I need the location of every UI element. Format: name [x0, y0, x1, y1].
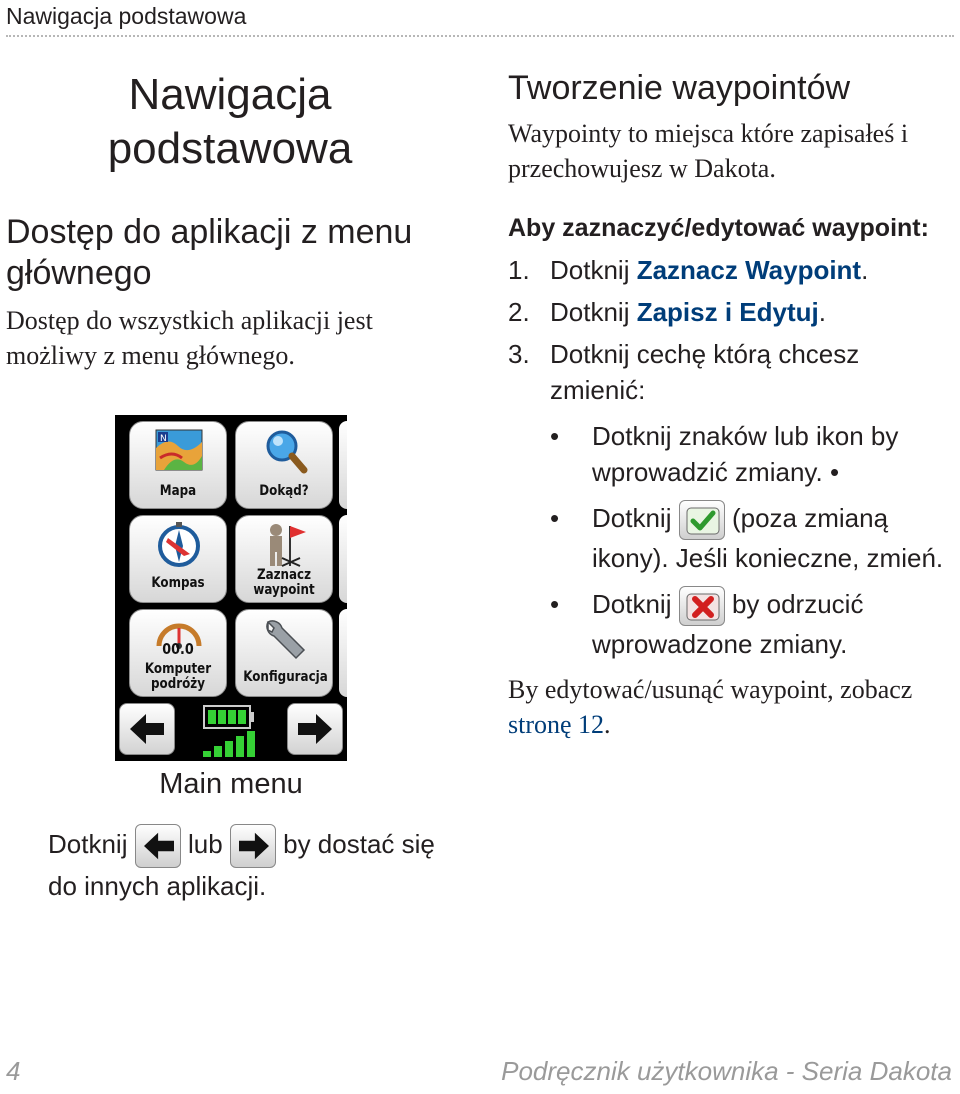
tile-label: Mapa [159, 483, 197, 499]
nav-instruction [48, 824, 468, 904]
tile-strip [339, 609, 347, 697]
wrench-icon [260, 616, 310, 662]
step-item: 3. Dotknij cechę którą chcesz zmienić: [508, 339, 860, 405]
step-item: 1. Dotknij Zaznacz Waypoint. [508, 255, 869, 285]
inline-confirm-button [679, 500, 725, 540]
signal-bars-icon [201, 731, 259, 757]
right-arrow-icon [296, 712, 334, 746]
tile-label: Zaznacz [256, 567, 312, 583]
trip-readout: 00.0 [162, 640, 194, 658]
ui-term: Zaznacz Waypoint [636, 255, 862, 285]
running-header: Nawigacja podstawowa [6, 3, 247, 29]
inline-cancel-button [679, 586, 725, 626]
tile-kompas [129, 515, 227, 603]
section-body-main-menu: Dostęp do wszystkich aplikacji jest możliwy z menu głównego. [6, 306, 373, 370]
svg-text:N: N [160, 434, 167, 444]
tile-label: Komputer [144, 661, 212, 677]
red-x-icon [686, 593, 720, 621]
tile-komputer-podrozy [129, 609, 227, 697]
closing-text: By edytować/usunąć waypoint, zobacz stronę 12. [508, 675, 913, 740]
bullet-item: • Dotknij by odrzucić wprowadzone zmiany. [508, 586, 958, 662]
tile-label: waypoint [253, 582, 315, 598]
inline-right-arrow-button [230, 824, 276, 868]
map-icon [154, 428, 204, 474]
inline-left-arrow-button [135, 824, 181, 868]
nav-text-3: by dostać się do innych aplikacji. [48, 828, 435, 901]
procedure-heading: Aby zaznaczyć/edytować waypoint: [508, 214, 929, 242]
step-item: 2. Dotknij Zapisz i Edytuj. [508, 297, 826, 327]
right-arrow-icon [237, 831, 271, 861]
person-flag-icon [260, 522, 310, 568]
section-intro: Waypointy to miejsca które zapisałeś i przechowujesz w Dakota. [508, 119, 909, 183]
figure-caption: Main menu [159, 768, 303, 800]
device-right-arrow-button [287, 703, 343, 755]
device-left-arrow-button [119, 703, 175, 755]
tile-label: Dokąd? [259, 483, 309, 499]
left-arrow-icon [128, 712, 166, 746]
compass-icon [154, 522, 204, 568]
nav-text-1: Dotknij [48, 828, 128, 859]
bullet-item: • Dotknij (poza zmianą ikony). Jeśli konieczne, zmień. [508, 500, 958, 576]
left-arrow-icon [142, 831, 176, 861]
checkmark-icon [686, 507, 720, 535]
waypoint-section [508, 68, 958, 742]
header-rule [6, 35, 954, 37]
page-number: 4 [6, 1056, 21, 1086]
ui-term: Zapisz i Edytuj [636, 297, 819, 327]
tile-konfiguracja [235, 609, 333, 697]
section-heading-waypoints: Tworzenie waypointów [508, 69, 851, 107]
magnifier-icon [260, 428, 310, 474]
battery-icon [203, 705, 255, 729]
tile-mapa [129, 421, 227, 509]
tile-label: Kompas [151, 575, 205, 591]
bullet-item: • Dotknij znaków lub ikon by wprowadzić zmiany. • [550, 421, 899, 487]
tile-label: Konfiguracja [243, 669, 328, 685]
tile-strip [339, 515, 347, 603]
section-heading-main-menu: Dostęp do aplikacji z menu głównego [6, 213, 413, 292]
chapter-title: Nawigacja podstawowa [107, 70, 353, 173]
tile-zaznacz-waypoint [235, 515, 333, 603]
tile-strip [339, 421, 347, 509]
page-reference-link[interactable]: stronę 12 [508, 710, 605, 740]
manual-title: Podręcznik użytkownika - Seria Dakota [501, 1056, 952, 1086]
tile-dokad [235, 421, 333, 509]
nav-text-2: lub [187, 828, 223, 859]
tile-label: podróży [151, 676, 205, 692]
